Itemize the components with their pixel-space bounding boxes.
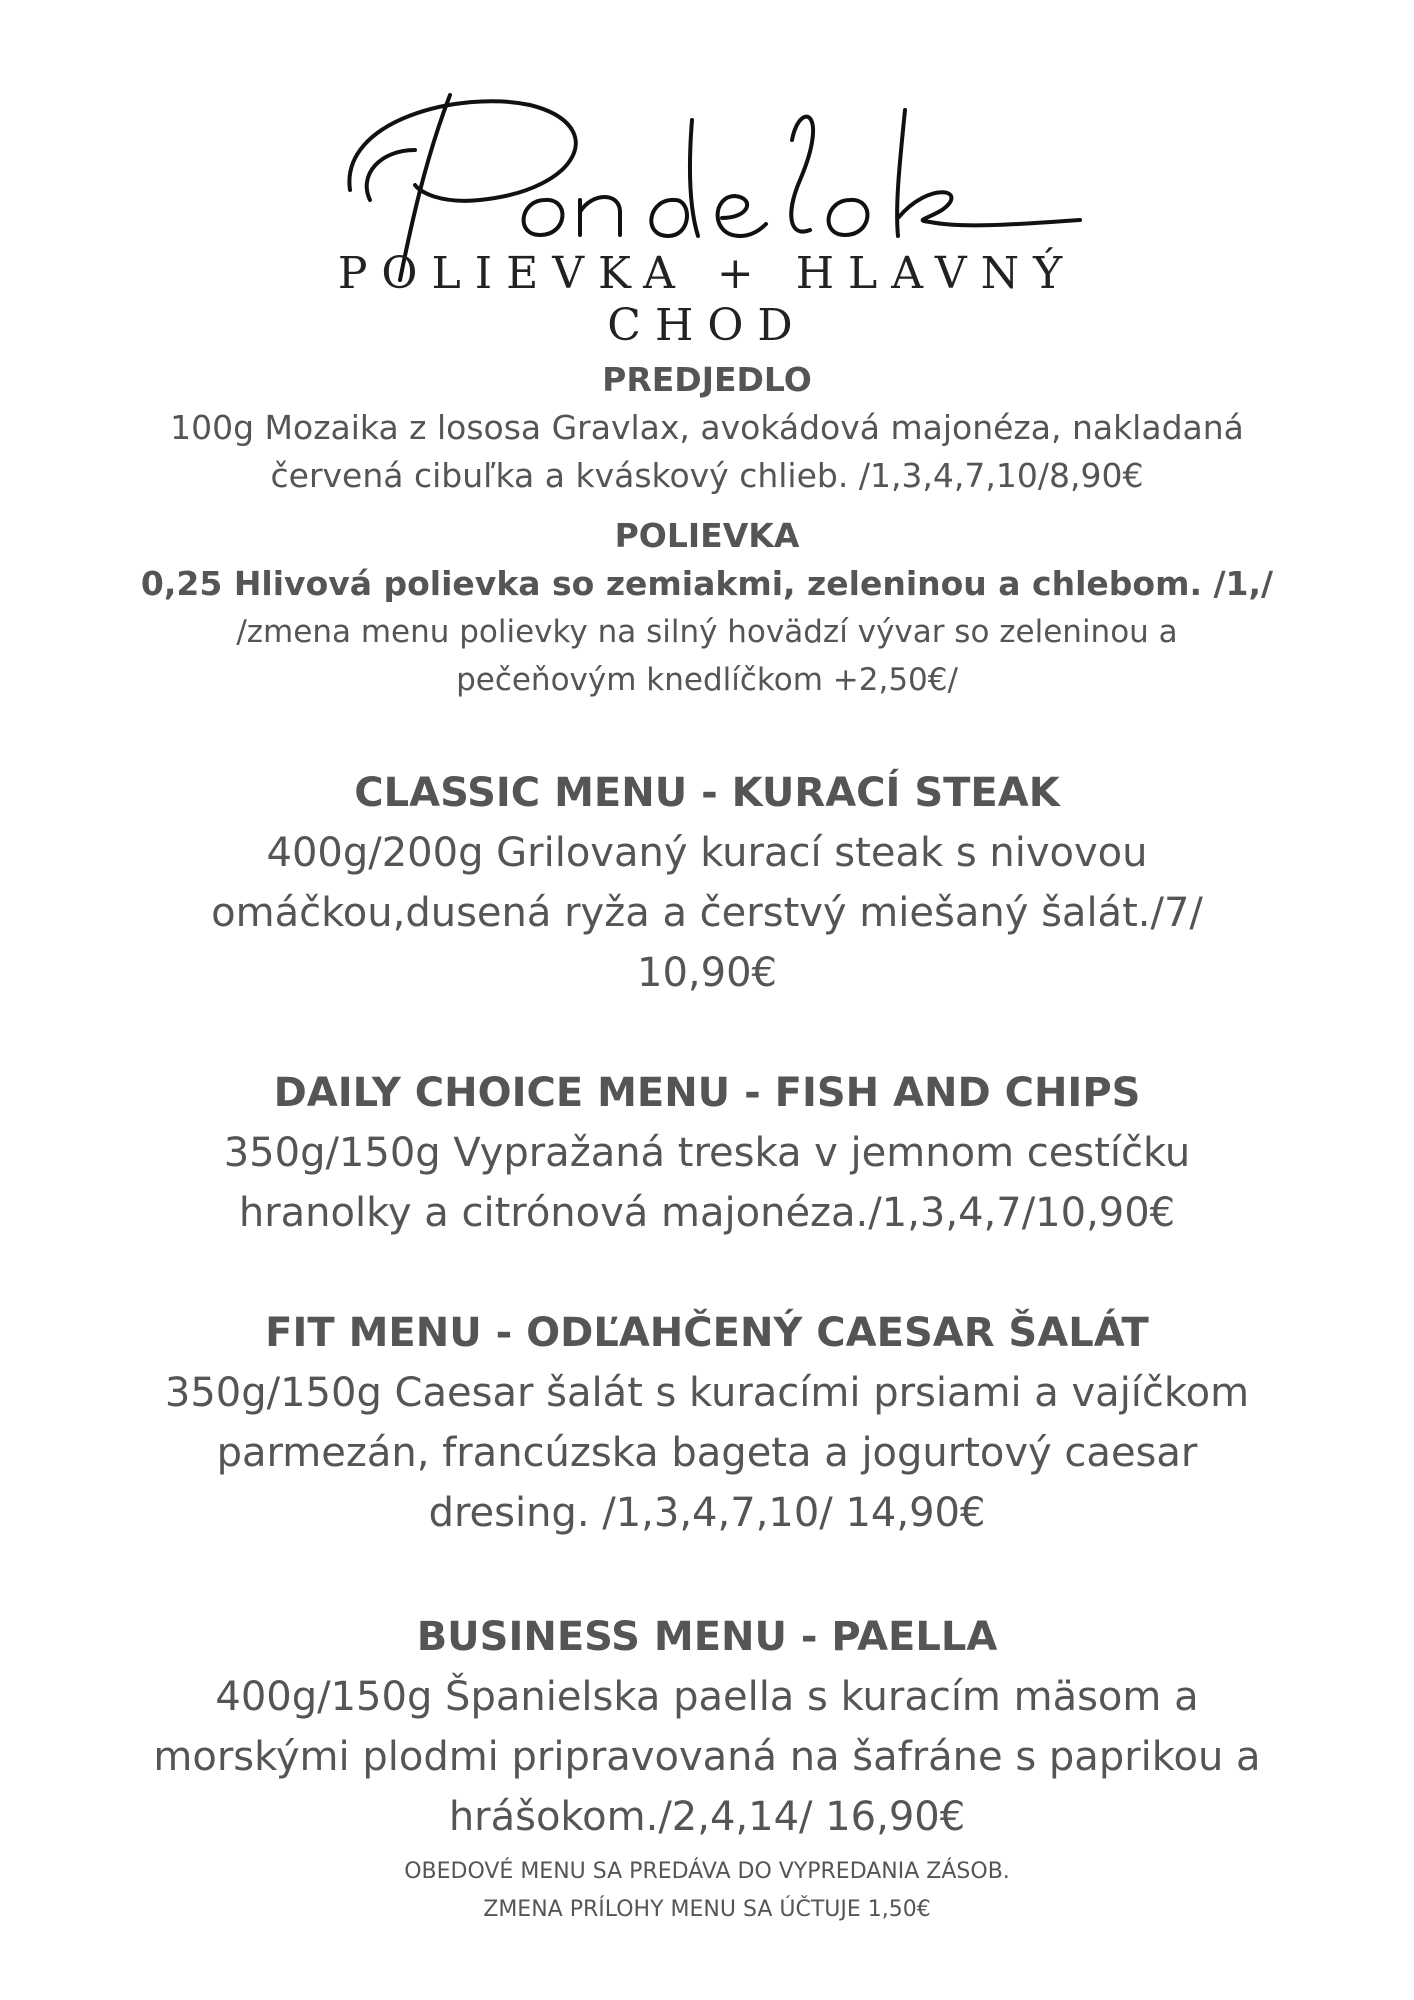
footer-line-1: OBEDOVÉ MENU SA PREDÁVA DO VYPREDANIA ZÁSOB. xyxy=(404,1859,1010,1884)
business-menu-line-2: morskými plodmi pripravovaná na šafráne s paprikou a xyxy=(153,1734,1261,1780)
footer-line-2: ZMENA PRÍLOHY MENU SA ÚČTUJE 1,50€ xyxy=(483,1897,931,1922)
soup-section xyxy=(60,512,1354,704)
fit-menu-section xyxy=(60,1303,1354,1543)
business-menu-line-1: 400g/150g Španielska paella s kuracím mäsom a xyxy=(215,1674,1199,1720)
soup-note-line-2: pečeňovým knedlíčkom +2,50€/ xyxy=(456,662,958,698)
starter-heading: PREDJEDLO xyxy=(602,360,812,399)
daily-choice-menu-line-1: 350g/150g Vypražaná treska v jemnom cestíčku xyxy=(223,1130,1191,1176)
classic-menu-line-3: 10,90€ xyxy=(637,950,777,996)
starter-section xyxy=(60,356,1354,500)
fit-menu-line-3: dresing. /1,3,4,7,10/ 14,90€ xyxy=(428,1490,986,1536)
starter-description-line-2: červená cibuľka a kváskový chlieb. /1,3,4,7,10/8,90€ xyxy=(270,456,1144,495)
soup-note-line-1: /zmena menu polievky na silný hovädzí vývar so zeleninou a xyxy=(236,614,1178,650)
classic-menu-heading: CLASSIC MENU - KURACÍ STEAK xyxy=(354,770,1060,816)
classic-menu-line-2: omáčkou,dusená ryža a čerstvý miešaný šalát./7/ xyxy=(211,890,1203,936)
soup-item: 0,25 Hlivová polievka so zemiakmi, zeleninou a chlebom. /1,/ xyxy=(140,564,1274,603)
business-menu-heading: BUSINESS MENU - PAELLA xyxy=(416,1614,998,1660)
classic-menu-line-1: 400g/200g Grilovaný kurací steak s nivovou xyxy=(266,830,1148,876)
fit-menu-line-2: parmezán, francúzska bageta a jogurtový caesar xyxy=(216,1430,1198,1476)
fit-menu-line-1: 350g/150g Caesar šalát s kuracími prsiami a vajíčkom xyxy=(164,1370,1250,1416)
business-menu-line-3: hrášokom./2,4,14/ 16,90€ xyxy=(448,1794,966,1840)
starter-description-line-1: 100g Mozaika z lososa Gravlax, avokádová majonéza, nakladaná xyxy=(170,408,1244,447)
business-menu-section xyxy=(60,1607,1354,1847)
subtitle-line-2: CHOD xyxy=(607,300,807,351)
daily-choice-menu-line-2: hranolky a citrónová majonéza./1,3,4,7/10,90€ xyxy=(238,1190,1176,1236)
daily-choice-menu-section xyxy=(60,1063,1354,1243)
daily-choice-menu-heading: DAILY CHOICE MENU - FISH AND CHIPS xyxy=(273,1070,1141,1116)
classic-menu-section xyxy=(60,763,1354,1003)
soup-heading: POLIEVKA xyxy=(614,516,800,555)
footer-notes xyxy=(60,1853,1354,1929)
subtitle-line-1: POLIEVKA + HLAVNÝ xyxy=(337,248,1077,299)
fit-menu-heading: FIT MENU - ODĽAHČENÝ CAESAR ŠALÁT xyxy=(265,1310,1149,1356)
